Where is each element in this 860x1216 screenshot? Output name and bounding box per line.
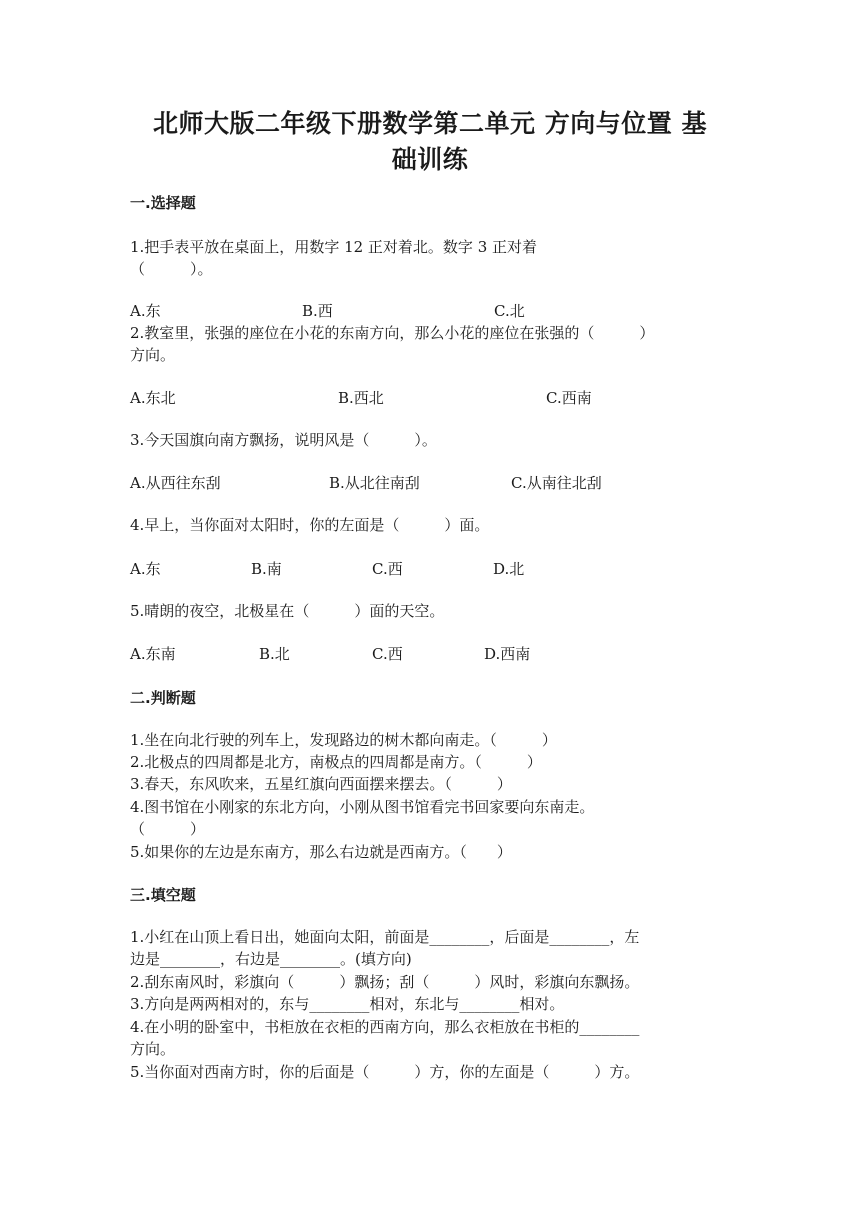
judge-item: 5.如果你的左边是东南方，那么右边就是西南方。（ ）	[130, 843, 512, 861]
q2-option-c: C.西南	[546, 389, 592, 407]
q4-option-d: D.北	[493, 560, 525, 578]
q2-option-a: A.东北	[130, 389, 176, 407]
q1-stem-line-1: 1.把手表平放在桌面上，用数字 12 正对着北。数字 3 正对着	[130, 238, 538, 256]
q1-option-c: C.北	[494, 302, 525, 320]
q4-option-c: C.西	[372, 560, 403, 578]
judge-item-continuation: （ ）	[130, 820, 206, 838]
judge-item: 4.图书馆在小刚家的东北方向，小刚从图书馆看完书回家要向东南走。	[130, 798, 595, 816]
q3-option-c: C.从南往北刮	[511, 474, 602, 492]
fill-item: 2.刮东南风时，彩旗向（ ）飘扬；刮（ ）风时，彩旗向东飘扬。	[130, 973, 640, 991]
title-line-1: 北师大版二年级下册数学第二单元 方向与位置 基	[153, 109, 707, 138]
q3-option-a: A.从西往东刮	[130, 474, 221, 492]
q5-option-b: B.北	[259, 645, 290, 663]
document-title	[100, 106, 760, 178]
fill-item-continuation: 边是________，右边是________。(填方向)	[130, 950, 412, 968]
section-heading-judgement: 二.判断题	[130, 689, 196, 707]
judge-item: 1.坐在向北行驶的列车上，发现路边的树木都向南走。（ ）	[130, 731, 557, 749]
q3-option-b: B.从北往南刮	[329, 474, 420, 492]
q3-stem: 3.今天国旗向南方飘扬，说明风是（ ）。	[130, 431, 437, 449]
q1-stem-line-2: （ ）。	[130, 260, 213, 278]
judge-item: 3.春天，东风吹来，五星红旗向西面摆来摆去。（ ）	[130, 775, 512, 793]
q5-stem: 5.晴朗的夜空，北极星在（ ）面的天空。	[130, 602, 445, 620]
section-heading-fill-blank: 三.填空题	[130, 886, 196, 904]
title-line-2: 础训练	[391, 145, 469, 174]
judge-item: 2.北极点的四周都是北方，南极点的四周都是南方。（ ）	[130, 753, 542, 771]
q2-option-b: B.西北	[338, 389, 384, 407]
q5-option-c: C.西	[372, 645, 403, 663]
q4-option-b: B.南	[251, 560, 282, 578]
fill-item-continuation: 方向。	[130, 1040, 176, 1058]
section-heading-choice: 一.选择题	[130, 194, 196, 212]
fill-item: 3.方向是两两相对的，东与________相对，东北与________相对。	[130, 995, 565, 1013]
q2-stem-line-2: 方向。	[130, 346, 176, 364]
fill-item: 5.当你面对西南方时，你的后面是（ ）方，你的左面是（ ）方。	[130, 1063, 640, 1081]
q5-option-a: A.东南	[130, 645, 176, 663]
fill-item: 1.小红在山顶上看日出，她面向太阳，前面是________，后面是________，左	[130, 928, 640, 946]
q1-option-b: B.西	[302, 302, 333, 320]
q1-option-a: A.东	[130, 302, 161, 320]
q4-option-a: A.东	[130, 560, 161, 578]
q4-stem: 4.早上，当你面对太阳时，你的左面是（ ）面。	[130, 516, 490, 534]
fill-item: 4.在小明的卧室中，书柜放在衣柜的西南方向，那么衣柜放在书柜的________	[130, 1018, 640, 1036]
q5-option-d: D.西南	[484, 645, 531, 663]
q2-stem-line-1: 2.教室里，张强的座位在小花的东南方向，那么小花的座位在张强的（ ）	[130, 324, 655, 342]
